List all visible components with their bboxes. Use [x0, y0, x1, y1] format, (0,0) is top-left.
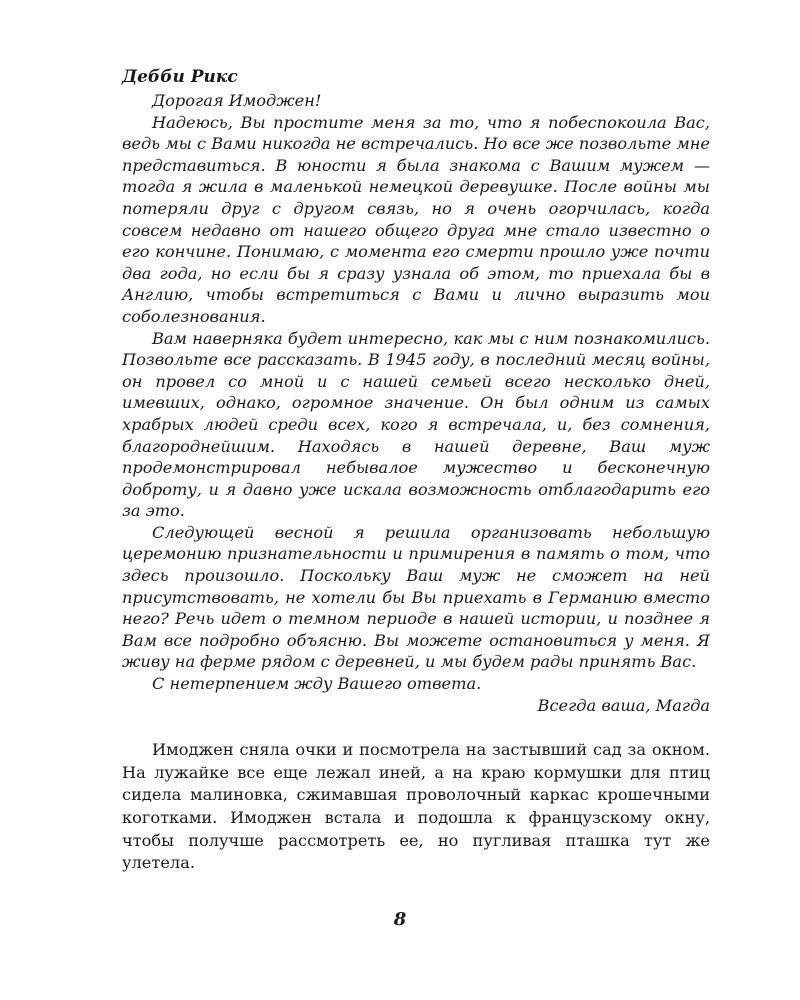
book-page	[122, 66, 710, 875]
letter-paragraph: Вам наверняка будет интересно, как мы с ним познакомились. Позвольте все рассказать. В 1945 году, в последний месяц войны, он провел со мной и с нашей семьей всего несколько дней, имевших, однако, огромное значение. Он был одним из самых храбрых людей среди всех, кого я встречала, и, без сомнения, благороднейшим. Находясь в нашей деревне, Ваш муж продемонстрировал небывалое мужество и бесконечную доброту, и я давно уже искала возможность отблагодарить его за это.	[122, 328, 710, 521]
letter-closing: С нетерпением жду Вашего ответа.	[152, 674, 482, 694]
letter-paragraph: Надеюсь, Вы простите меня за то, что я побеспокоила Вас, ведь мы с Вами никогда не встречались. Но все же позвольте мне представиться. В юности я была знакома с Вашим мужем — тогда я жила в маленькой немецкой деревушке. После войны мы потеряли друг с другом связь, но я очень огорчилась, когда совсем недавно от нашего общего друга мне стало известно о его кончине. Понимаю, с момента его смерти прошло уже почти два года, но если бы я сразу узнала об этом, то приехала бы в Англию, чтобы встретиться с Вами и лично выразить мои соболезнования.	[122, 112, 710, 326]
narrative-paragraph: Имоджен сняла очки и посмотрела на застывший сад за окном. На лужайке все еще лежал иней, а на краю кормушки для птиц сидела малиновка, сжимавшая проволочный каркас крошечными коготками. Имоджен встала и подошла к французскому окну, чтобы получше рассмотреть ее, но пугливая пташка тут же улетела.	[122, 740, 710, 873]
letter-signature: Всегда ваша, Магда	[537, 695, 710, 715]
letter	[122, 90, 710, 716]
narrative-text	[122, 739, 710, 875]
letter-paragraph: Следующей весной я решила организовать небольшую церемонию признательности и примирения в память о том, что здесь произошло. Поскольку Ваш муж не сможет на ней присутствовать, не хотели бы Вы приехать в Германию вместо него? Речь идет о темном периоде в нашей истории, и позднее я Вам все подробно объясню. Вы можете остановиться у меня. Я живу на ферме рядом с деревней, и мы будем рады принять Вас.	[122, 522, 710, 672]
running-header: Дебби Рикс	[122, 67, 238, 87]
letter-greeting: Дорогая Имоджен!	[152, 91, 322, 110]
page-number: 8	[393, 909, 407, 930]
